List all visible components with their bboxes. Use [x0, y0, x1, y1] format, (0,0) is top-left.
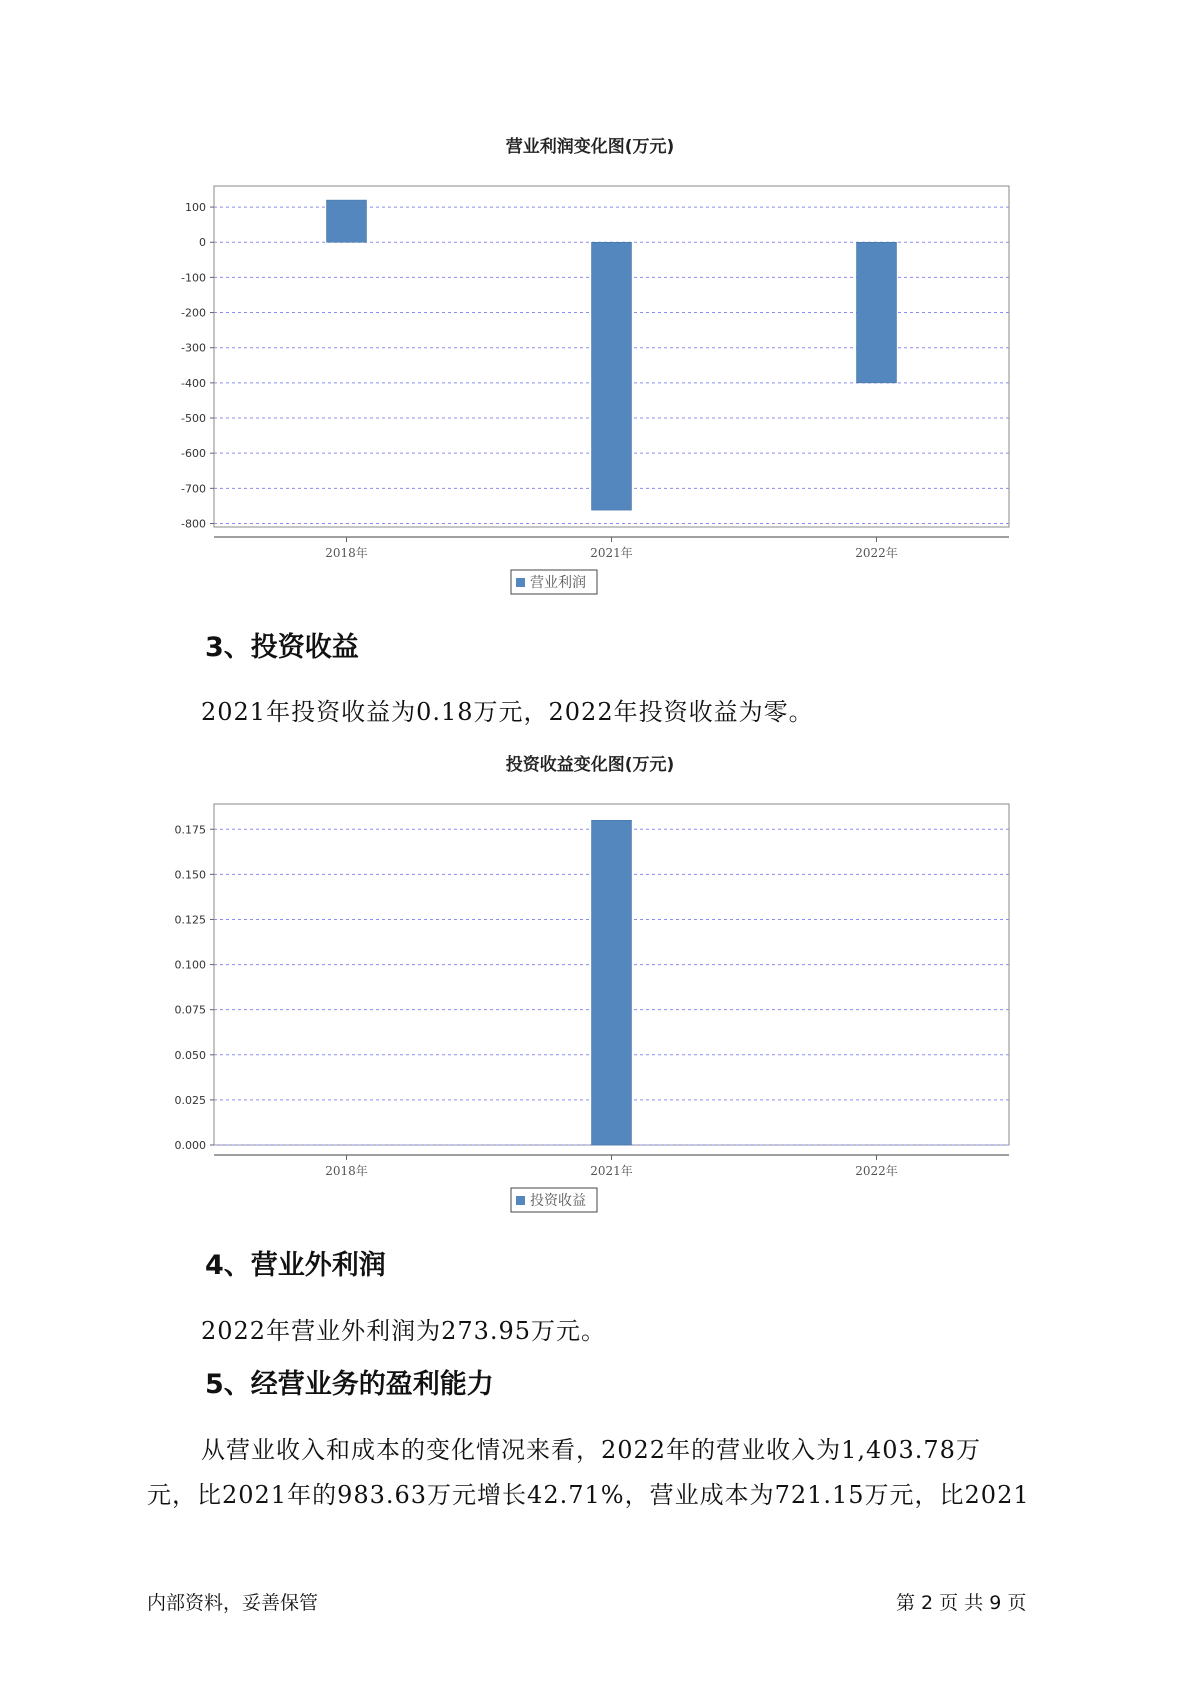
legend-label: 营业利润 — [530, 575, 586, 591]
legend-label: 投资收益 — [530, 1193, 586, 1209]
section-3-heading: 3、投资收益 — [205, 632, 359, 663]
y-tick-label: -200 — [181, 306, 206, 320]
operating-profit-chart — [150, 130, 1030, 600]
chart-title: 营业利润变化图(万元) — [505, 137, 675, 157]
footer-left: 内部资料，妥善保管 — [147, 1592, 319, 1614]
bar — [592, 242, 632, 510]
y-tick-label: 0.150 — [174, 868, 206, 882]
x-tick-label: 2018年 — [325, 546, 368, 560]
y-tick-label: 0.050 — [174, 1048, 206, 1062]
operating-profit-chart-svg — [150, 130, 1030, 600]
section-5-line-2: 元，比2021年的983.63万元增长42.71%，营业成本为721.15万元，比2021 — [147, 1481, 1030, 1509]
bar — [857, 242, 897, 383]
bar — [592, 820, 632, 1145]
section-5-line-1: 从营业收入和成本的变化情况来看，2022年的营业收入为1,403.78万 — [201, 1436, 981, 1464]
y-tick-label: -500 — [181, 412, 206, 426]
footer-page-number: 第 2 页 共 9 页 — [896, 1592, 1027, 1614]
section-4-heading: 4、营业外利润 — [205, 1250, 386, 1281]
chart-title: 投资收益变化图(万元) — [505, 755, 675, 775]
legend-swatch — [516, 1196, 525, 1205]
x-tick-label: 2022年 — [855, 1164, 898, 1178]
y-tick-label: 100 — [185, 201, 206, 215]
x-tick-label: 2021年 — [590, 1164, 633, 1178]
y-tick-label: -300 — [181, 341, 206, 355]
y-tick-label: -400 — [181, 376, 206, 390]
y-tick-label: 0.075 — [174, 1003, 206, 1017]
y-tick-label: 0.125 — [174, 913, 206, 927]
y-tick-label: -800 — [181, 517, 206, 531]
y-tick-label: -600 — [181, 447, 206, 461]
section-5-heading: 5、经营业务的盈利能力 — [205, 1369, 494, 1400]
x-tick-label: 2021年 — [590, 546, 633, 560]
investment-income-chart-svg — [150, 748, 1030, 1218]
x-tick-label: 2022年 — [855, 546, 898, 560]
legend-swatch — [516, 578, 525, 587]
section-4-text: 2022年营业外利润为273.95万元。 — [201, 1317, 607, 1345]
y-tick-label: 0.175 — [174, 823, 206, 837]
bar — [327, 200, 367, 242]
y-tick-label: -100 — [181, 271, 206, 285]
y-tick-label: 0 — [199, 236, 206, 250]
y-tick-label: 0.100 — [174, 958, 206, 972]
y-tick-label: -700 — [181, 482, 206, 496]
y-tick-label: 0.000 — [174, 1139, 206, 1152]
y-tick-label: 0.025 — [174, 1093, 206, 1107]
investment-income-chart — [150, 748, 1030, 1218]
section-3-text: 2021年投资收益为0.18万元，2022年投资收益为零。 — [201, 698, 814, 726]
x-tick-label: 2018年 — [325, 1164, 368, 1178]
